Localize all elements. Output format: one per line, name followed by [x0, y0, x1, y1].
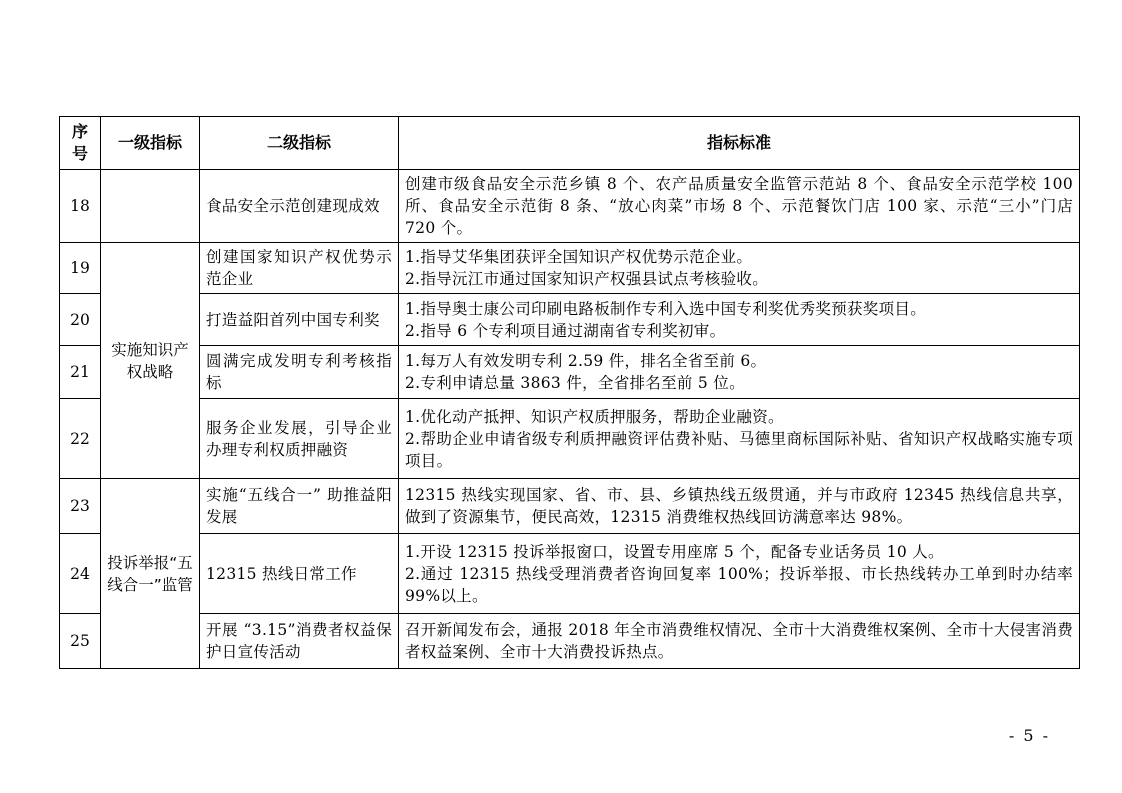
- header-seq: 序号: [60, 117, 101, 170]
- standard-line: 12315 热线实现国家、省、市、县、乡镇热线五级贯通，并与市政府 12345 热线信息共享，做到了资源集节，便民高效，12315 消费维权热线回访满意率达 98%。: [405, 486, 1073, 526]
- row-standard: [399, 399, 1080, 479]
- row-level2: 开展 “3.15”消费者权益保护日宣传活动: [200, 614, 399, 669]
- row-level2: 服务企业发展，引导企业办理专利权质押融资: [200, 399, 399, 479]
- row-standard: [399, 294, 1080, 346]
- header-level2: 二级指标: [200, 117, 399, 170]
- row-level2: 打造益阳首列中国专利奖: [200, 294, 399, 346]
- row-seq: 24: [60, 534, 101, 614]
- page-number: - 5 -: [1008, 726, 1050, 745]
- indicator-table: [59, 116, 1080, 669]
- row-seq: 22: [60, 399, 101, 479]
- standard-line: 2.帮助企业申请省级专利质押融资评估费补贴、马德里商标国际补贴、省知识产权战略实施专项项目。: [405, 429, 1073, 470]
- row-standard: [399, 170, 1080, 243]
- row-seq: 18: [60, 170, 101, 243]
- standard-line: 1.开设 12315 投诉举报窗口，设置专用座席 5 个，配备专业话务员 10 人。: [405, 542, 944, 561]
- row-level2: 实施“五线合一” 助推益阳发展: [200, 479, 399, 534]
- row-seq: 20: [60, 294, 101, 346]
- header-standard: 指标标准: [399, 117, 1080, 170]
- row-standard: [399, 243, 1080, 294]
- row-standard: [399, 479, 1080, 534]
- row-level2: 圆满完成发明专利考核指标: [200, 346, 399, 399]
- row-level1: [101, 170, 200, 243]
- row-seq: 23: [60, 479, 101, 534]
- table-row: [60, 243, 1080, 294]
- row-seq: 25: [60, 614, 101, 669]
- table-row: [60, 399, 1080, 479]
- table-row: [60, 346, 1080, 399]
- standard-line: 2.指导 6 个专利项目通过湖南省专利奖初审。: [405, 321, 726, 340]
- header-level1: 一级指标: [101, 117, 200, 170]
- row-level1: 投诉举报“五线合一”监管: [101, 479, 200, 669]
- row-standard: [399, 346, 1080, 399]
- row-level2: 创建国家知识产权优势示范企业: [200, 243, 399, 294]
- row-level2: 食品安全示范创建现成效: [200, 170, 399, 243]
- row-standard: [399, 614, 1080, 669]
- table-row: [60, 534, 1080, 614]
- table-header-row: [60, 117, 1080, 170]
- table-row: [60, 294, 1080, 346]
- table-row: [60, 479, 1080, 534]
- table-row: [60, 170, 1080, 243]
- row-standard: [399, 534, 1080, 614]
- row-level2: 12315 热线日常工作: [200, 534, 399, 614]
- row-level1: 实施知识产权战略: [101, 243, 200, 479]
- standard-line: 1.指导奥士康公司印刷电路板制作专利入选中国专利奖优秀奖预获奖项目。: [405, 299, 926, 318]
- standard-line: 1.优化动产抵押、知识产权质押服务，帮助企业融资。: [405, 407, 784, 426]
- standard-line: 2.专利申请总量 3863 件，全省排名至前 5 位。: [405, 374, 745, 392]
- row-seq: 21: [60, 346, 101, 399]
- standard-line: 2.通过 12315 热线受理消费者咨询回复率 100%；投诉举报、市长热线转办工单到时办结率 99%以上。: [405, 564, 1079, 605]
- table-row: [60, 614, 1080, 669]
- standard-line: 2.指导沅江市通过国家知识产权强县试点考核验收。: [405, 270, 768, 288]
- row-seq: 19: [60, 243, 101, 294]
- standard-line: 召开新闻发布会，通报 2018 年全市消费维权情况、全市十大消费维权案例、全市十大侵害消费者权益案例、全市十大消费投诉热点。: [405, 621, 1073, 661]
- standard-line: 创建市级食品安全示范乡镇 8 个、农产品质量安全监管示范站 8 个、食品安全示范学校 100 所、食品安全示范街 8 条、“放心肉菜”市场 8 个、示范餐饮门店 100 家、示范“三小”门店 720 个。: [405, 175, 1079, 237]
- standard-line: 1.每万人有效发明专利 2.59 件，排名全省至前 6。: [405, 352, 767, 370]
- table-body: [60, 170, 1080, 669]
- standard-line: 1.指导艾华集团获评全国知识产权优势示范企业。: [405, 248, 753, 266]
